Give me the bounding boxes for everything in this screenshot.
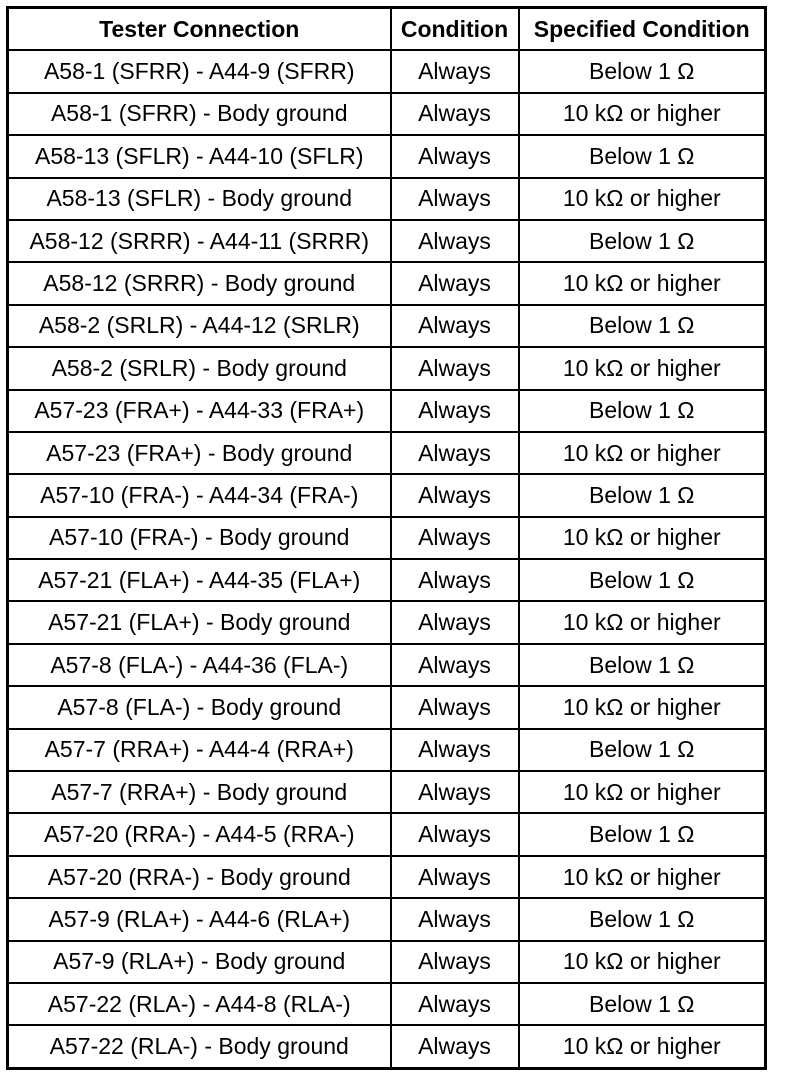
table-row [8,517,766,559]
specified-condition-cell: Below 1 Ω [519,220,766,262]
specified-condition-cell: Below 1 Ω [519,50,766,92]
specified-condition-cell: Below 1 Ω [519,898,766,940]
condition-cell: Always [391,898,519,940]
table-row [8,856,766,898]
table-row [8,220,766,262]
specified-condition-cell: 10 kΩ or higher [519,601,766,643]
specified-condition-cell: 10 kΩ or higher [519,941,766,983]
condition-cell: Always [391,390,519,432]
table-row [8,474,766,516]
specified-condition-cell: 10 kΩ or higher [519,517,766,559]
tester-connection-cell: A57-10 (FRA-) - A44-34 (FRA-) [8,474,391,516]
table-row [8,135,766,177]
tester-connection-cell: A58-2 (SRLR) - Body ground [8,347,391,389]
table-row [8,50,766,92]
condition-cell: Always [391,178,519,220]
table-row [8,93,766,135]
tester-connection-cell: A57-10 (FRA-) - Body ground [8,517,391,559]
condition-cell: Always [391,220,519,262]
table-row [8,559,766,601]
tester-connection-cell: A57-9 (RLA+) - Body ground [8,941,391,983]
table-row [8,262,766,304]
specified-condition-cell: Below 1 Ω [519,559,766,601]
tester-connection-cell: A58-2 (SRLR) - A44-12 (SRLR) [8,305,391,347]
table-row [8,178,766,220]
tester-connection-cell: A57-9 (RLA+) - A44-6 (RLA+) [8,898,391,940]
condition-cell: Always [391,262,519,304]
header-tester-connection: Tester Connection [8,8,391,51]
table-row [8,305,766,347]
tester-connection-cell: A57-21 (FLA+) - A44-35 (FLA+) [8,559,391,601]
condition-cell: Always [391,432,519,474]
header-condition: Condition [391,8,519,51]
tester-connection-table [6,6,767,1070]
tester-connection-cell: A57-8 (FLA-) - A44-36 (FLA-) [8,644,391,686]
table-row [8,432,766,474]
tester-connection-cell: A57-7 (RRA+) - A44-4 (RRA+) [8,729,391,771]
specified-condition-cell: Below 1 Ω [519,135,766,177]
specified-condition-cell: 10 kΩ or higher [519,262,766,304]
condition-cell: Always [391,983,519,1025]
condition-cell: Always [391,601,519,643]
condition-cell: Always [391,686,519,728]
tester-connection-cell: A58-1 (SFRR) - Body ground [8,93,391,135]
table-row [8,898,766,940]
condition-cell: Always [391,305,519,347]
specified-condition-cell: Below 1 Ω [519,813,766,855]
specified-condition-cell: Below 1 Ω [519,983,766,1025]
tester-connection-cell: A57-20 (RRA-) - Body ground [8,856,391,898]
condition-cell: Always [391,771,519,813]
condition-cell: Always [391,517,519,559]
tester-connection-cell: A58-12 (SRRR) - Body ground [8,262,391,304]
tester-connection-cell: A57-21 (FLA+) - Body ground [8,601,391,643]
header-specified-condition: Specified Condition [519,8,766,51]
tester-connection-cell: A58-13 (SFLR) - Body ground [8,178,391,220]
specified-condition-cell: 10 kΩ or higher [519,432,766,474]
condition-cell: Always [391,347,519,389]
table-row [8,347,766,389]
specified-condition-cell: 10 kΩ or higher [519,347,766,389]
table-row [8,983,766,1025]
tester-connection-cell: A57-23 (FRA+) - Body ground [8,432,391,474]
table-row [8,729,766,771]
tester-connection-cell: A57-8 (FLA-) - Body ground [8,686,391,728]
specified-condition-cell: Below 1 Ω [519,390,766,432]
specified-condition-cell: Below 1 Ω [519,474,766,516]
specified-condition-cell: Below 1 Ω [519,305,766,347]
condition-cell: Always [391,93,519,135]
specified-condition-cell: 10 kΩ or higher [519,1025,766,1068]
tester-connection-cell: A58-12 (SRRR) - A44-11 (SRRR) [8,220,391,262]
tester-connection-cell: A57-22 (RLA-) - A44-8 (RLA-) [8,983,391,1025]
specified-condition-cell: Below 1 Ω [519,644,766,686]
tester-connection-cell: A58-1 (SFRR) - A44-9 (SFRR) [8,50,391,92]
table-header-row [8,8,766,51]
table-row [8,1025,766,1068]
table-row [8,390,766,432]
condition-cell: Always [391,135,519,177]
condition-cell: Always [391,474,519,516]
condition-cell: Always [391,729,519,771]
tester-connection-cell: A57-20 (RRA-) - A44-5 (RRA-) [8,813,391,855]
specified-condition-cell: 10 kΩ or higher [519,686,766,728]
condition-cell: Always [391,1025,519,1068]
tester-connection-cell: A57-22 (RLA-) - Body ground [8,1025,391,1068]
specified-condition-cell: 10 kΩ or higher [519,856,766,898]
condition-cell: Always [391,813,519,855]
table-row [8,601,766,643]
table-row [8,686,766,728]
tester-connection-cell: A57-23 (FRA+) - A44-33 (FRA+) [8,390,391,432]
specified-condition-cell: 10 kΩ or higher [519,178,766,220]
condition-cell: Always [391,644,519,686]
specified-condition-cell: 10 kΩ or higher [519,93,766,135]
condition-cell: Always [391,559,519,601]
table-body [8,50,766,1068]
table-row [8,644,766,686]
condition-cell: Always [391,50,519,92]
tester-connection-cell: A58-13 (SFLR) - A44-10 (SFLR) [8,135,391,177]
condition-cell: Always [391,941,519,983]
table-row [8,813,766,855]
table-row [8,941,766,983]
tester-connection-cell: A57-7 (RRA+) - Body ground [8,771,391,813]
specified-condition-cell: Below 1 Ω [519,729,766,771]
condition-cell: Always [391,856,519,898]
specified-condition-cell: 10 kΩ or higher [519,771,766,813]
table-row [8,771,766,813]
